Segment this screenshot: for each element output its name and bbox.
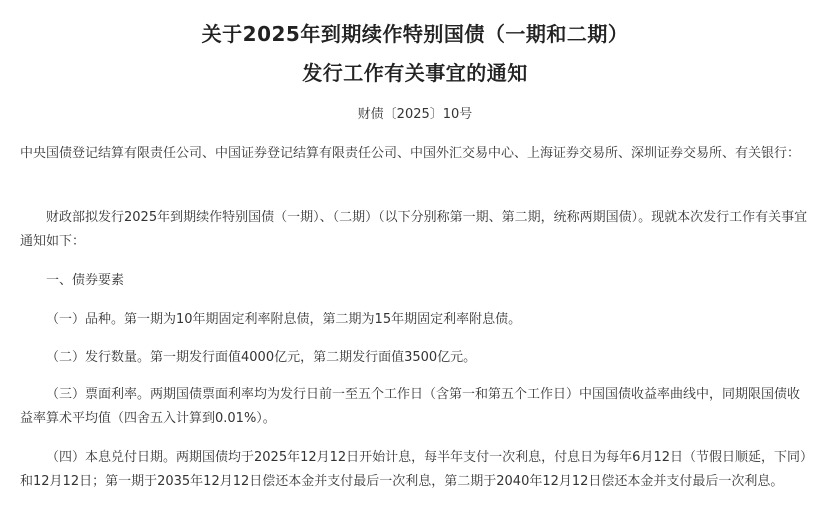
addressee-paragraph: 中央国债登记结算有限责任公司、中国证券登记结算有限责任公司、中国外汇交易中心、上海证券交易所、深圳证券交易所、有关银行： bbox=[20, 146, 801, 161]
item-variety: （一）品种。第一期为10年期固定利率附息债，第二期为15年期固定利率附息债。 bbox=[46, 312, 522, 327]
intro-paragraph: 财政部拟发行2025年到期续作特别国债（一期）、（二期）（以下分别称第一期、第二期，统称两期国债）。现就本次发行工作有关事宜通知如下： bbox=[20, 210, 808, 249]
item-coupon-rate: （三）票面利率。两期国债票面利率均为发行日前一至五个工作日（含第一和第五个工作日）中国国债收益率曲线中，同期限国债收益率算术平均值（四舍五入计算到0.01%）。 bbox=[20, 387, 801, 426]
document-title-line-1: 关于2025年到期续作特别国债（一期和二期） bbox=[201, 22, 629, 46]
item-issue-amount: （二）发行数量。第一期发行面值4000亿元，第二期发行面值3500亿元。 bbox=[46, 350, 477, 365]
item-payment-dates: （四）本息兑付日期。两期国债均于2025年12月12日开始计息，每半年支付一次利息，付息日为每年6月12日（节假日顺延，下同）和12月12日；第一期于2035年12月12日偿还本金并支付最后一次利息，第二期于2040年12月12日偿还本金并支付最后一次利息。 bbox=[20, 450, 807, 489]
document-title-line-2: 发行工作有关事宜的通知 bbox=[302, 61, 528, 85]
section-heading-1: 一、债券要素 bbox=[46, 273, 125, 288]
document-number: 财债〔2025〕10号 bbox=[357, 107, 473, 122]
